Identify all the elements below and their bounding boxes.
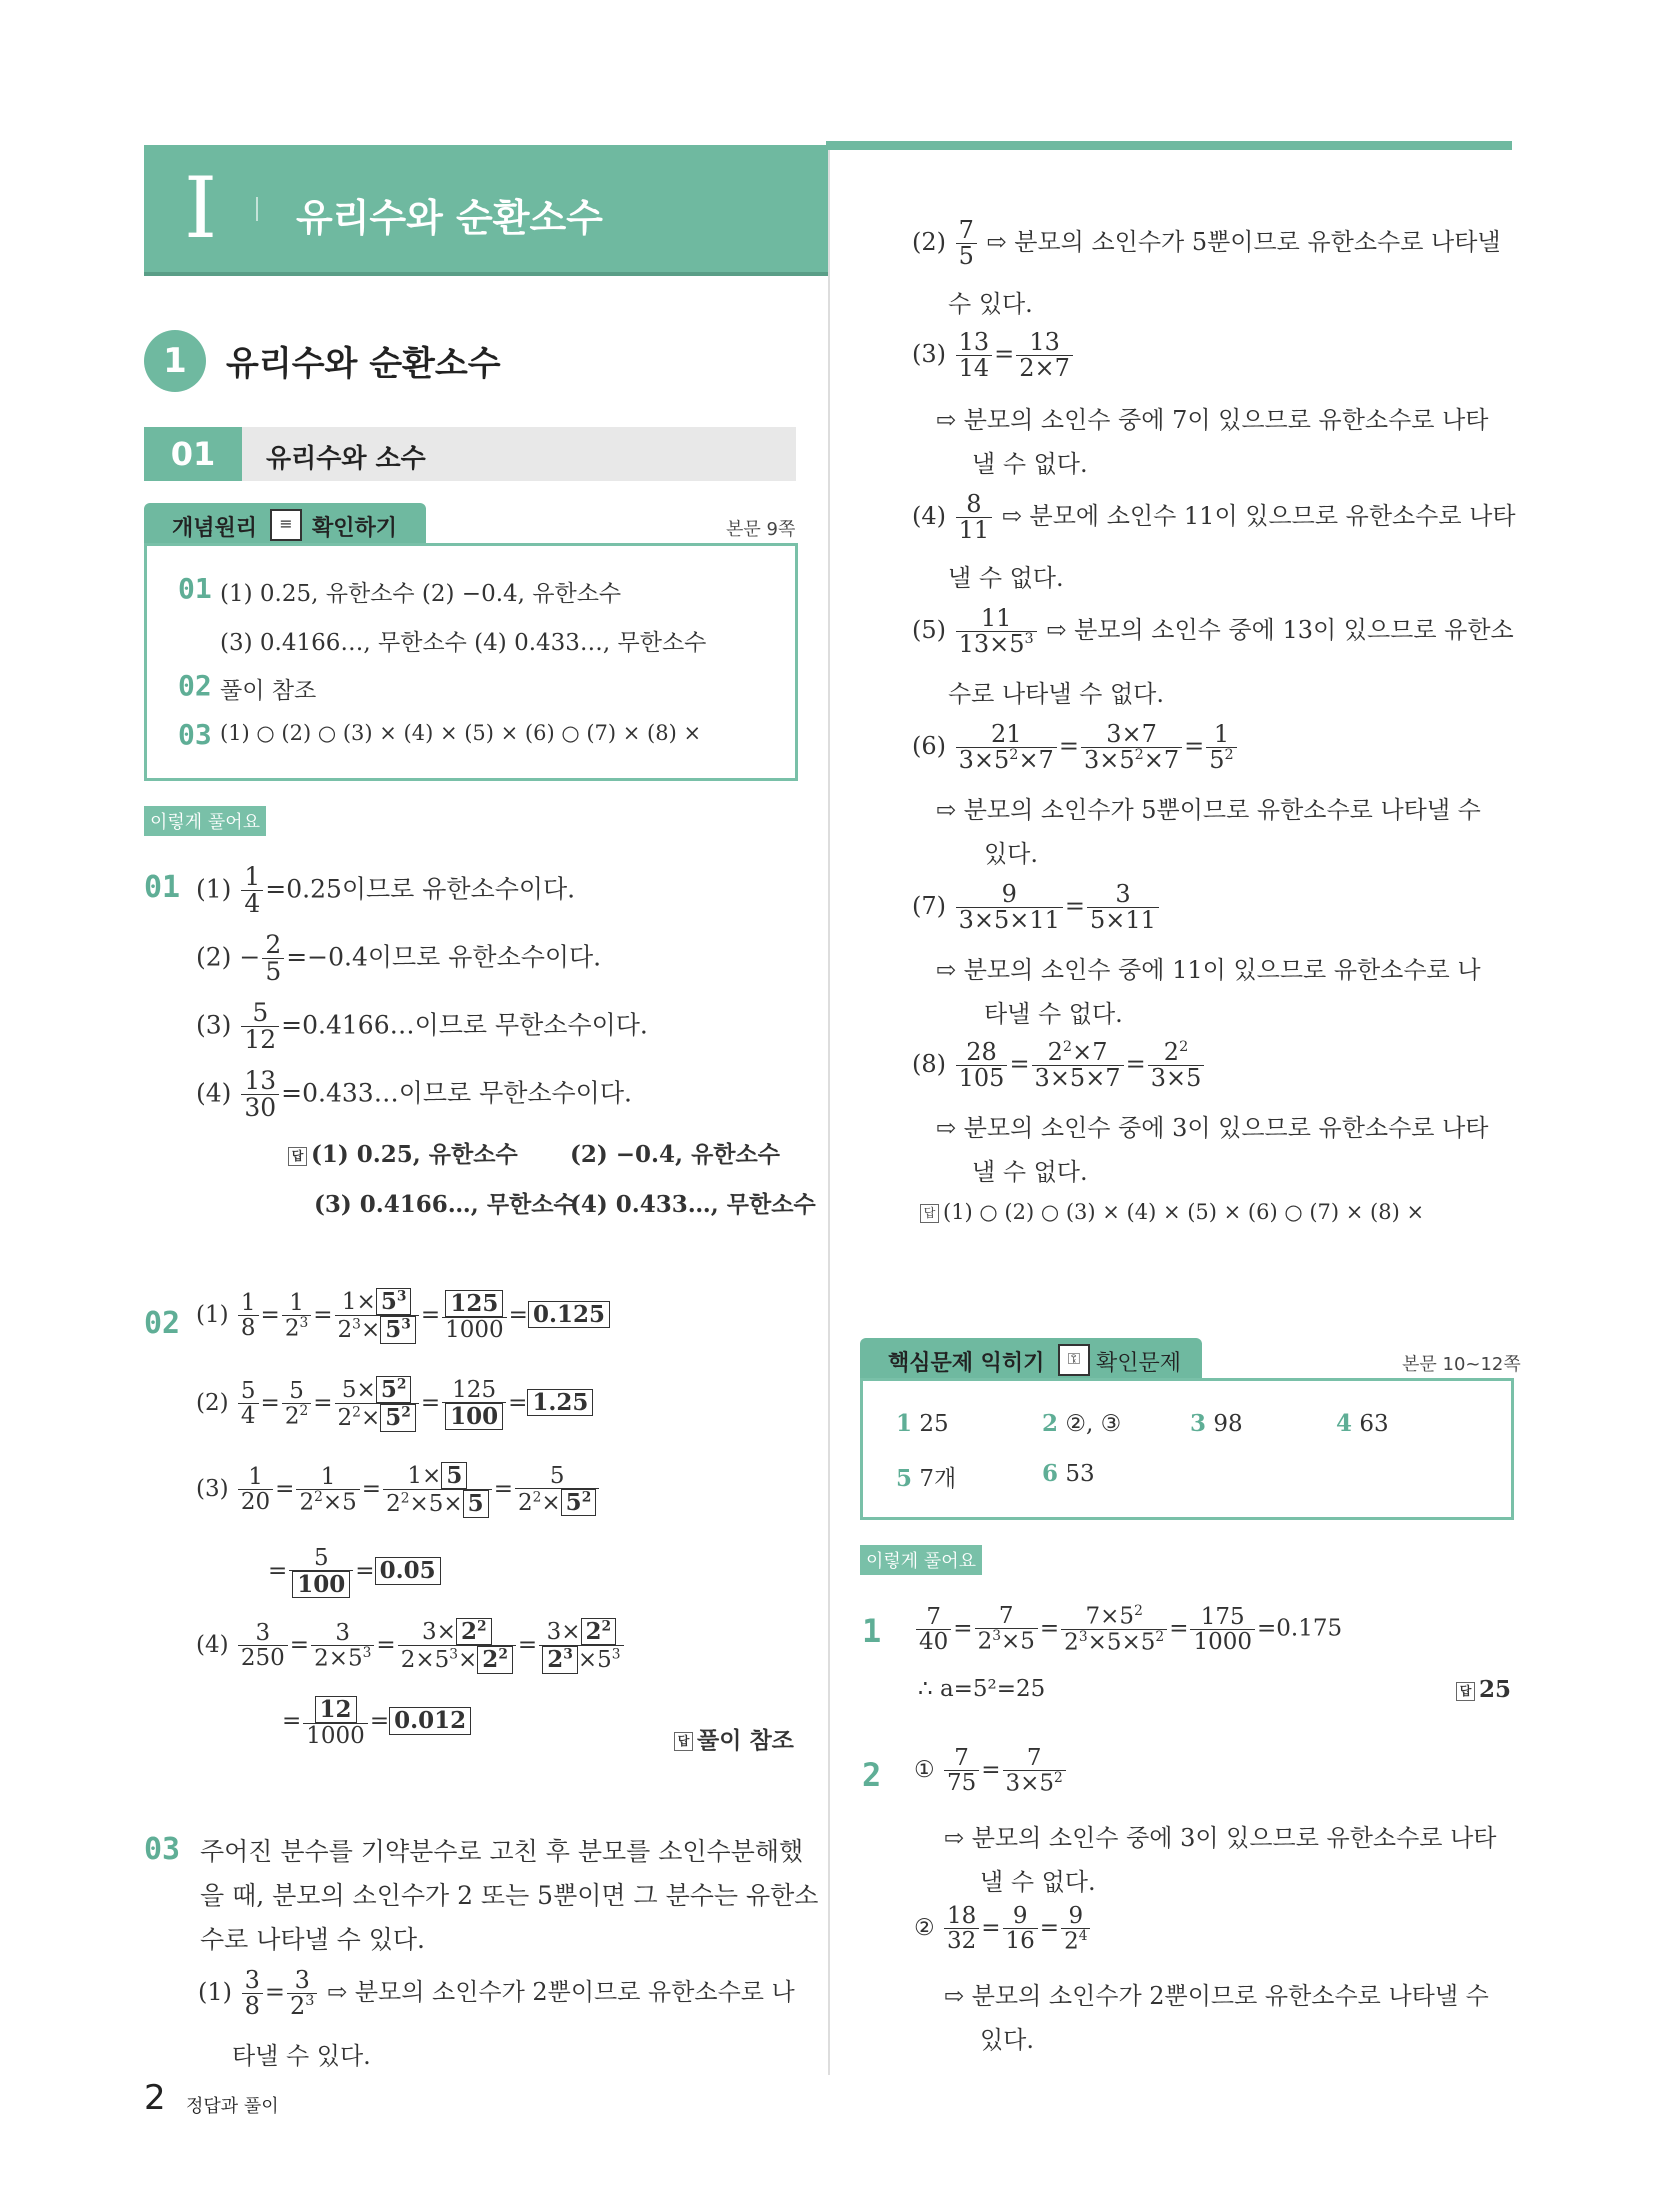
solve-tag-left: 이렇게 풀어요 bbox=[144, 806, 266, 836]
right-i6a: ⇨ 분모의 소인수가 5뿐이므로 유한소수로 나타낼 수 bbox=[936, 796, 1481, 824]
sol02-line4b: = $\frac{12}{1000}$ = 0.012 bbox=[282, 1696, 471, 1748]
sol02-line3: (3) $\frac{1}{20}$ = $\frac{1}{2^2\times 5}$ = $\frac{1\times 5}{2^2\times 5\times 5}$ = $\frac{5}{2^2\times 5^2}$ bbox=[196, 1462, 601, 1518]
right-item6: (6) $\frac{21}{3\times 5^2\times 7}$ = $\frac{3\times 7}{3\times 5^2\times 7}$ = $\frac{1}{5^2}$ bbox=[912, 722, 1239, 773]
core-ans3-val: 98 bbox=[1213, 1411, 1243, 1437]
subsection-number: 01 bbox=[144, 427, 242, 481]
sol02-result4: 0.012 bbox=[389, 1707, 471, 1734]
core-sol1-answer bbox=[1456, 1676, 1511, 1703]
right-i4b: 낼 수 없다. bbox=[948, 564, 1064, 592]
concept-num-01: 01 bbox=[178, 572, 212, 605]
core-sol1-line1: $\frac{7}{40}$ = $\frac{7}{2^3\times 5}$ = $\frac{7\times 5^2}{2^3\times 5\times 5^2}$ = $\frac{175}{1000}$ =0.175 bbox=[914, 1604, 1342, 1655]
core-sol1-result: =0.175 bbox=[1257, 1615, 1343, 1642]
concept-tab-left: 개념원리 bbox=[172, 516, 258, 541]
sol01-ans1: (1) 0.25, 유한소수 bbox=[311, 1141, 518, 1168]
sol02-line2: (2) $\frac{5}{4}$ = $\frac{5}{2^2}$ = $\frac{5\times 5^2}{2^2\times 5^2}$ = $\frac{125}{100}$ = 1.25 bbox=[196, 1376, 593, 1432]
section-number: 1 bbox=[144, 330, 206, 392]
concept-line-2: (3) 0.4166…, 무한소수 (4) 0.433…, 무한소수 bbox=[220, 630, 707, 656]
sol01-ans-row1 bbox=[288, 1136, 518, 1169]
footer-page-number: 2 bbox=[144, 2078, 166, 2118]
core-sol2-item1: ① $\frac{7}{75}$ = $\frac{7}{3\times 5^2}$ bbox=[914, 1746, 1068, 1796]
sol01-ans2: (2) −0.4, 유한소수 bbox=[570, 1141, 780, 1168]
core-sol2-num: 2 bbox=[862, 1756, 882, 1794]
subsection-title: 유리수와 소수 bbox=[266, 444, 426, 474]
sol01-line3: (3) $\frac{5}{12}$ =0.4166…이므로 무한소수이다. bbox=[196, 998, 648, 1055]
right-item7: (7) $\frac{9}{3\times 5\times 11}$ = $\frac{3}{5\times 11}$ bbox=[912, 882, 1161, 933]
core-ans2-num: 2 bbox=[1042, 1410, 1059, 1437]
chapter-numeral: I bbox=[184, 159, 218, 257]
concept-line-4: (1) ○ (2) ○ (3) × (4) × (5) × (6) ○ (7) × (8) × bbox=[220, 721, 702, 745]
sol03-p3: 수로 나타낼 수 있다. bbox=[200, 1925, 425, 1954]
core-answer-3 bbox=[1190, 1410, 1243, 1437]
note-icon: ≡ bbox=[270, 509, 302, 541]
sol01-line2: (2) − $\frac{2}{5}$ =−0.4이므로 유한소수이다. bbox=[196, 930, 602, 987]
core-sol2-s2d: 있다. bbox=[980, 2026, 1034, 2054]
concept-num-02: 02 bbox=[178, 669, 212, 702]
right-i8b: 낼 수 없다. bbox=[972, 1158, 1088, 1186]
core-sol2-s2b: 낼 수 없다. bbox=[980, 1868, 1096, 1896]
core-ans3-num: 3 bbox=[1190, 1410, 1207, 1437]
concept-line-3: 풀이 참조 bbox=[220, 678, 317, 704]
core-sol1-num: 1 bbox=[862, 1612, 882, 1650]
right-i4a: ⇨ 분모에 소인수 11이 있으므로 유한소수로 나타 bbox=[1001, 502, 1516, 531]
sol01-l2-text: =−0.4이므로 유한소수이다. bbox=[286, 942, 602, 972]
concept-line-1: (1) 0.25, 유한소수 (2) −0.4, 유한소수 bbox=[220, 581, 622, 607]
right-i2b: 수 있다. bbox=[948, 290, 1033, 318]
core-page-ref: 본문 10~12쪽 bbox=[1402, 1354, 1521, 1375]
sol02-answer bbox=[674, 1722, 794, 1755]
core-ans4-num: 4 bbox=[1336, 1410, 1353, 1437]
sol01-line1: (1) $\frac{1}{4}$ =0.25이므로 유한소수이다. bbox=[196, 862, 576, 919]
answer-icon: 답 bbox=[674, 1732, 693, 1751]
sol02-line4: (4) $\frac{3}{250}$ = $\frac{3}{2\times 5^3}$ = $\frac{3\times 2^2}{2\times 5^3\times 2^2}$ = $\frac{3\times 2^2}{2^3 \times 5^3}$ bbox=[196, 1618, 626, 1674]
chapter-banner bbox=[144, 145, 828, 276]
core-ans4-val: 63 bbox=[1359, 1411, 1389, 1437]
core-tab-right: 확인문제 bbox=[1096, 1351, 1182, 1376]
core-answer-2 bbox=[1042, 1410, 1121, 1437]
right-i6b: 있다. bbox=[984, 840, 1038, 868]
sol03-i1b: 타낼 수 있다. bbox=[232, 2042, 371, 2070]
core-sol1-ans-text: 25 bbox=[1479, 1676, 1512, 1703]
sol01-line4: (4) $\frac{13}{30}$ =0.433…이므로 무한소수이다. bbox=[196, 1066, 632, 1123]
sol01-ans3: (3) 0.4166…, 무한소수 bbox=[314, 1191, 576, 1218]
answer-icon: 답 bbox=[920, 1204, 939, 1223]
sol02-result3: 0.05 bbox=[375, 1557, 441, 1584]
right-item4: (4) $\frac{8}{11}$ ⇨ 분모에 소인수 11이 있으므로 유한소수로 나타 bbox=[912, 490, 1516, 545]
core-ans6-num: 6 bbox=[1042, 1460, 1059, 1487]
sol03-p1: 주어진 분수를 기약분수로 고친 후 분모를 소인수분해했 bbox=[200, 1837, 804, 1866]
footer-label: 정답과 풀이 bbox=[186, 2096, 279, 2117]
right-item2: (2) $\frac{7}{5}$ ⇨ 분모의 소인수가 5뿐이므로 유한소수로 나타낼 bbox=[912, 216, 1501, 271]
concept-num-03: 03 bbox=[178, 718, 212, 751]
right-answer-row bbox=[920, 1200, 1424, 1224]
sol02-ans-text: 풀이 참조 bbox=[697, 1728, 794, 1754]
sol03-i1a: ⇨ 분모의 소인수가 2뿐이므로 유한소수로 나 bbox=[327, 1978, 795, 2007]
core-ans1-num: 1 bbox=[896, 1410, 913, 1437]
core-ans6-val: 53 bbox=[1065, 1461, 1095, 1487]
right-i3b: 낼 수 없다. bbox=[972, 450, 1088, 478]
right-i8a: ⇨ 분모의 소인수 중에 3이 있으므로 유한소수로 나타 bbox=[936, 1114, 1489, 1142]
core-ans1-val: 25 bbox=[919, 1411, 949, 1437]
core-answer-6 bbox=[1042, 1460, 1095, 1487]
core-box-tab bbox=[860, 1338, 1202, 1380]
sol02-line3b: = $\frac{5}{100}$ = 0.05 bbox=[268, 1546, 441, 1598]
sol01-l3-text: =0.4166…이므로 무한소수이다. bbox=[281, 1010, 648, 1040]
core-sol2-s2c: ⇨ 분모의 소인수가 2뿐이므로 유한소수로 나타낼 수 bbox=[944, 1982, 1489, 2010]
right-i5b: 수로 나타낼 수 없다. bbox=[948, 680, 1164, 708]
sol02-line1: (1) $\frac{1}{8}$ = $\frac{1}{2^3}$ = $\frac{1\times 5^3}{2^3\times 5^3}$ = $\frac{125}{1000}$ = 0.125 bbox=[196, 1288, 610, 1344]
core-ans2-val: ②, ③ bbox=[1065, 1411, 1122, 1437]
concept-box-tab bbox=[144, 503, 426, 545]
top-rule bbox=[826, 141, 1512, 150]
answer-icon: 답 bbox=[288, 1147, 307, 1166]
right-i5a: ⇨ 분모의 소인수 중에 13이 있으므로 유한소 bbox=[1046, 616, 1514, 645]
sol02-result2: 1.25 bbox=[527, 1389, 593, 1416]
concept-tab-right: 확인하기 bbox=[312, 516, 398, 541]
core-sol2-s2a: ⇨ 분모의 소인수 중에 3이 있으므로 유한소수로 나타 bbox=[944, 1824, 1497, 1852]
right-item5: (5) $\frac{11}{13\times 5^3}$ ⇨ 분모의 소인수 중에 13이 있으므로 유한소 bbox=[912, 604, 1514, 659]
sol01-l1-text: =0.25이므로 유한소수이다. bbox=[265, 874, 576, 904]
section-title: 유리수와 순환소수 bbox=[226, 344, 501, 384]
core-answer-4 bbox=[1336, 1410, 1389, 1437]
sol01-l4-text: =0.433…이므로 무한소수이다. bbox=[281, 1078, 632, 1108]
core-ans5-num: 5 bbox=[896, 1465, 913, 1492]
sol02-result1: 0.125 bbox=[528, 1301, 610, 1328]
core-box bbox=[860, 1378, 1514, 1520]
concept-page-ref: 본문 9쪽 bbox=[726, 519, 796, 540]
sol03-item1: (1) $\frac{3}{8}$ = $\frac{3}{2^3}$ ⇨ 분모의 소인수가 2뿐이므로 유한소수로 나 bbox=[198, 1966, 795, 2021]
sol01-ans4: (4) 0.433…, 무한소수 bbox=[570, 1191, 816, 1218]
sol03-p2: 을 때, 분모의 소인수가 2 또는 5뿐이면 그 분수는 유한소 bbox=[200, 1881, 819, 1910]
core-sol1-line2: ∴ a=5²=25 bbox=[918, 1676, 1046, 1702]
core-tab-left: 핵심문제 익히기 bbox=[888, 1351, 1045, 1376]
answer-icon: 답 bbox=[1456, 1682, 1475, 1701]
subsection-bar bbox=[144, 427, 796, 481]
sol01-num: 01 bbox=[144, 870, 181, 905]
right-i3a: ⇨ 분모의 소인수 중에 7이 있으므로 유한소수로 나타 bbox=[936, 406, 1489, 434]
right-ans-text: (1) ○ (2) ○ (3) × (4) × (5) × (6) ○ (7) × (8) × bbox=[943, 1200, 1425, 1224]
core-ans5-val: 7개 bbox=[919, 1466, 957, 1492]
right-item3: (3) $\frac{13}{14}$ = $\frac{13}{2\times 7}$ bbox=[912, 330, 1075, 381]
core-answer-5 bbox=[896, 1460, 956, 1493]
right-i7b: 타낼 수 없다. bbox=[984, 1000, 1123, 1028]
right-i2a: ⇨ 분모의 소인수가 5뿐이므로 유한소수로 나타낼 bbox=[986, 228, 1501, 257]
sol02-num: 02 bbox=[144, 1306, 181, 1341]
core-answer-1 bbox=[896, 1410, 949, 1437]
key-icon: ⚿ bbox=[1058, 1344, 1090, 1376]
right-item8: (8) $\frac{28}{105}$ = $\frac{2^2\times 7}{3\times 5\times 7}$ = $\frac{2^2}{3\times 5}$ bbox=[912, 1040, 1206, 1091]
chapter-divider bbox=[256, 197, 258, 221]
solve-tag-right: 이렇게 풀어요 bbox=[860, 1545, 982, 1575]
chapter-title: 유리수와 순환소수 bbox=[296, 196, 603, 240]
right-i7a: ⇨ 분모의 소인수 중에 11이 있으므로 유한소수로 나 bbox=[936, 956, 1481, 984]
sol03-num: 03 bbox=[144, 1832, 181, 1867]
column-divider bbox=[828, 150, 830, 2075]
core-sol2-item2: ② $\frac{18}{32}$ = $\frac{9}{16}$ = $\frac{9}{2^4}$ bbox=[914, 1904, 1092, 1954]
